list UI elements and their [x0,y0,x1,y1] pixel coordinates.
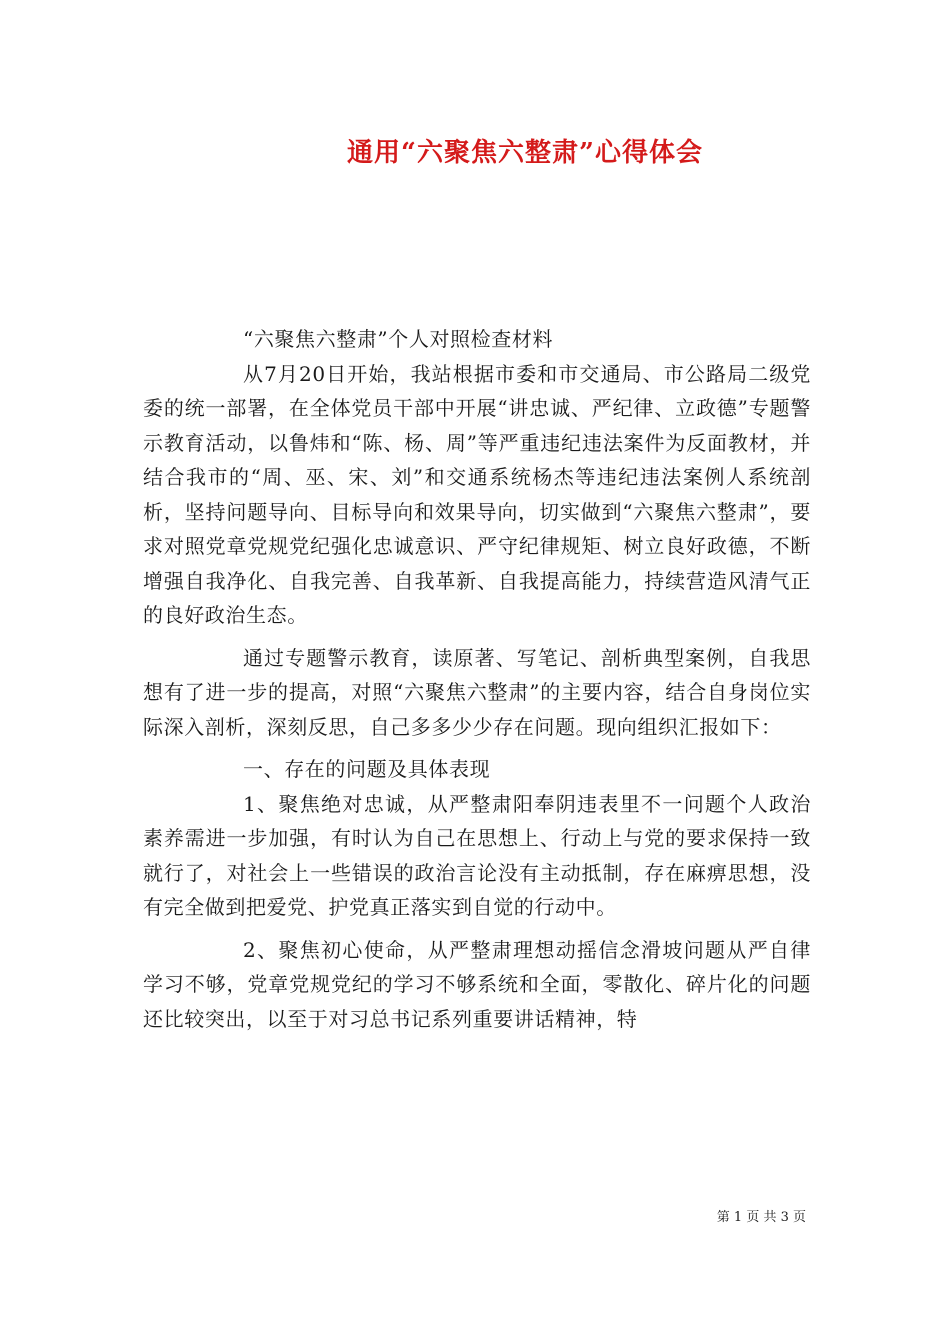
paragraph-item-2: 2、聚焦初心使命，从严整肃理想动摇信念滑坡问题从严自律学习不够，党章党规党纪的学习不够系统和全面，零散化、碎片化的问题还比较突出，以至于对习总书记系列重要讲话精神，特 [143,937,811,1031]
document-body [143,322,811,1036]
paragraph-item-1: 1、聚焦绝对忠诚，从严整肃阳奉阴违表里不一问题个人政治素养需进一步加强，有时认为自己在思想上、行动上与党的要求保持一致就行了，对社会上一些错误的政治言论没有主动抵制，存在麻痹思想，没有完全做到把爱党、护党真正落实到自觉的行动中。 [143,791,811,919]
paragraph-reflection: 通过专题警示教育，读原著、写笔记、剖析典型案例，自我思想有了进一步的提高，对照“六聚焦六整肃”的主要内容，结合自身岗位实际深入剖析，深刻反思，自己多多少少存在问题。现向组织汇报如下： [143,645,811,739]
section-subtitle: “六聚焦六整肃”个人对照检查材料 [243,327,554,351]
paragraph-intro: 从7月20日开始，我站根据市委和市交通局、市公路局二级党委的统一部署，在全体党员干部中开展“讲忠诚、严纪律、立政德”专题警示教育活动，以鲁炜和“陈、杨、周”等严重违纪违法案件为反面教材，并结合我市的“周、巫、宋、刘”和交通系统杨杰等违纪违法案例人系统剖析，坚持问题导向、目标导向和效果导向，切实做到“六聚焦六整肃”，要求对照党章党规党纪强化忠诚意识、严守纪律规矩、树立良好政德，不断增强自我净化、自我完善、自我革新、自我提高能力，持续营造风清气正的良好政治生态。 [143,361,811,627]
page-indicator: 第 1 页 共 3 页 [716,1210,806,1225]
document-title: 通用“六聚焦六整肃”心得体会 [347,138,703,168]
section-heading-problems: 一、存在的问题及具体表现 [243,757,491,781]
